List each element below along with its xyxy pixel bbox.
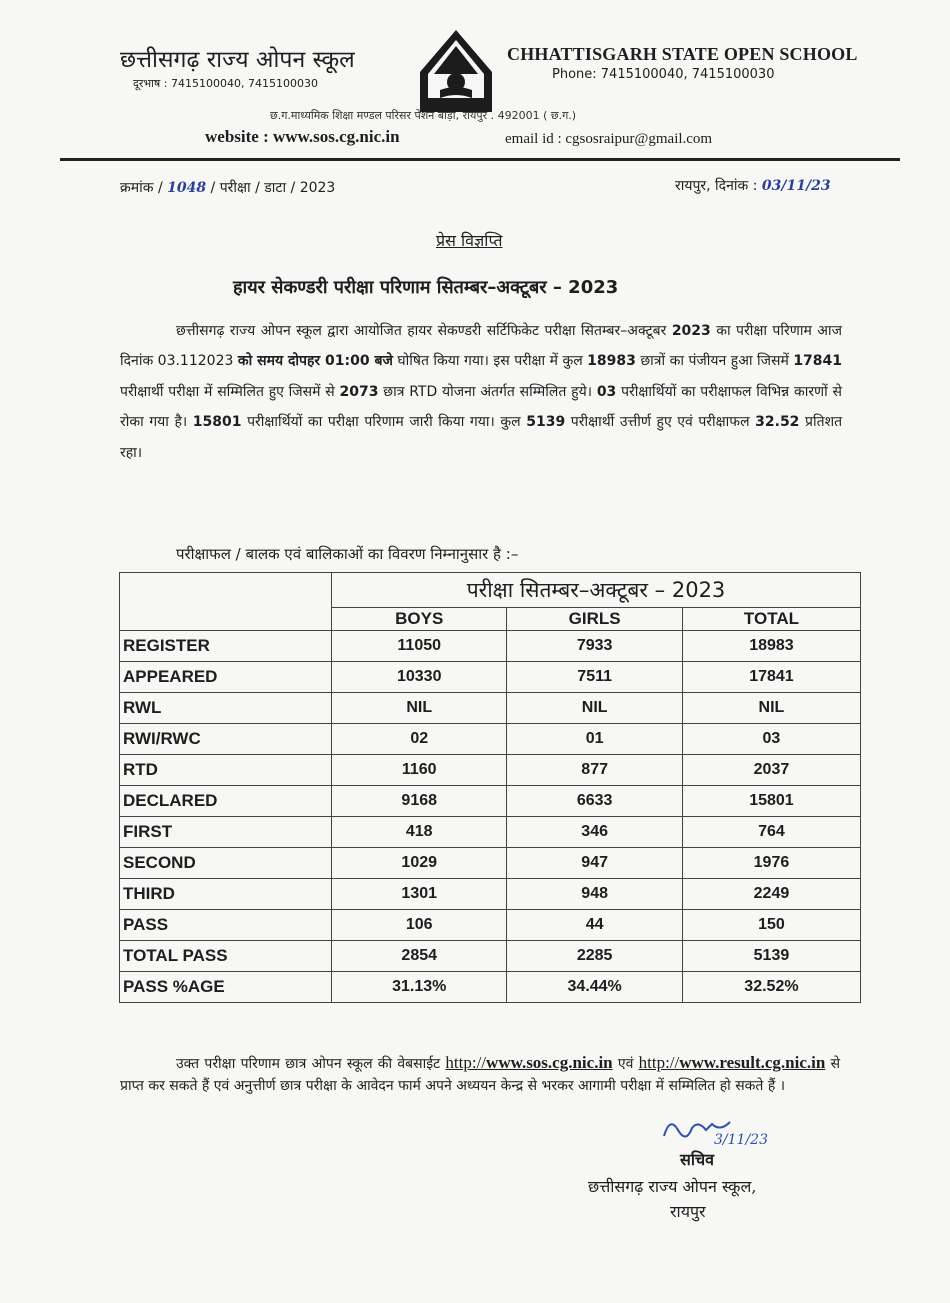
footer-text: उक्त परीक्षा परिणाम छात्र ओपन स्कूल की वेबसाईट [176,1056,441,1072]
handwritten-signature-icon [660,1110,780,1150]
cell-boys: 106 [332,910,507,941]
link-prefix: http:// [638,1053,680,1072]
body-year: 2023 [671,323,711,339]
address: छ.ग.माध्यमिक शिक्षा मण्डल परिसर पेंशन बाड़ा, रायपुर . 492001 ( छ.ग.) [270,109,577,122]
link-prefix: http:// [445,1053,487,1072]
table-row [120,662,861,693]
cell-boys: 9168 [332,786,507,817]
body-appeared-count: 17841 [793,353,843,370]
hindi-school-name: छत्तीसगढ़ राज्य ओपन स्कूल [120,47,355,73]
body-registered-count: 18983 [587,353,636,370]
row-label: DECLARED [120,786,332,817]
website: website : www.sos.cg.nic.in [205,127,400,146]
results-table [119,572,861,1003]
header-divider [60,158,900,161]
body-passed-count: 5139 [526,414,566,431]
cell-total: 03 [682,724,860,755]
cell-boys: 10330 [332,662,507,693]
table-row [120,879,861,910]
website-link-sos[interactable] [445,1053,612,1072]
cell-total: 1976 [682,848,860,879]
signatory-title: सचिव [680,1150,715,1169]
cell-total: NIL [682,693,860,724]
cell-total: 18983 [682,631,860,662]
body-pass-percent: 32.52 [755,414,800,431]
cell-girls: 877 [507,755,682,786]
cell-girls: 6633 [507,786,682,817]
cell-girls: 7933 [507,631,682,662]
row-label: RWI/RWC [120,724,332,755]
table-body [120,631,861,1003]
body-text: परीक्षार्थियों का परीक्षा परिणाम जारी किया गया। कुल [247,414,521,431]
row-label: RTD [120,755,332,786]
row-label: PASS %AGE [120,972,332,1003]
hindi-phone-numbers: दूरभाष : 7415100040, 7415100030 [133,77,318,90]
row-label: RWL [120,693,332,724]
cell-total: 5139 [682,941,860,972]
body-text: छात्रों का पंजीयन हुआ जिसमें [640,353,789,370]
reference-suffix: / परीक्षा / डाटा / 2023 [210,180,336,196]
table-row [120,786,861,817]
body-rtd-count: 2073 [339,383,379,400]
cell-boys: 11050 [332,631,507,662]
english-school-name: CHHATTISGARH STATE OPEN SCHOOL [507,44,858,64]
footer-paragraph [120,1052,840,1097]
date-prefix: रायपुर, दिनांक : [675,178,758,194]
reference-handwritten-number: 1048 [167,180,207,196]
row-label: FIRST [120,817,332,848]
cell-girls: 7511 [507,662,682,693]
body-text: परीक्षार्थी उत्तीर्ण हुए एवं परीक्षाफल [570,414,750,431]
row-label: THIRD [120,879,332,910]
body-text: प्रतिशत रहा। [120,414,843,461]
cell-boys: 1160 [332,755,507,786]
footer-text: एवं [617,1056,634,1072]
cell-total: 2037 [682,755,860,786]
english-phone-numbers: Phone: 7415100040, 7415100030 [552,67,775,82]
cell-boys: 2854 [332,941,507,972]
cell-total: 764 [682,817,860,848]
table-period-header: परीक्षा सितम्बर–अक्टूबर – 2023 [332,573,861,608]
cell-boys: 418 [332,817,507,848]
cell-girls: 01 [507,724,682,755]
cell-girls: 947 [507,848,682,879]
cell-boys: 31.13% [332,972,507,1003]
body-text: परीक्षार्थियों का परीक्षाफल विभिन्न कारणों से रोका गया है। [120,383,843,431]
email: email id : cgsosraipur@gmail.com [505,131,713,147]
signatory-city: रायपुर [670,1202,706,1221]
cell-boys: NIL [332,693,507,724]
table-row [120,724,861,755]
table-header-row [120,573,861,608]
website-link-result[interactable] [639,1053,826,1072]
reference-prefix: क्रमांक / [120,180,163,196]
cell-total: 15801 [682,786,860,817]
body-text: परीक्षार्थी परीक्षा में सम्मिलित हुए जिसमें से [120,383,335,400]
cell-boys: 1029 [332,848,507,879]
body-withheld-count: 03 [596,383,617,400]
footer-text: से प्राप्त कर सकते हैं एवं अनुत्तीर्ण छात्र परीक्षा के आवेदन फार्म अपने अध्ययन केन्द्र से भरकर आगामी परीक्षा में सम्मिलित हो सकते हैं । [120,1056,841,1094]
cell-total: 150 [682,910,860,941]
cell-girls: 346 [507,817,682,848]
row-label: APPEARED [120,662,332,693]
body-text: घोषित किया गया। इस परीक्षा में कुल [397,353,583,370]
table-row [120,693,861,724]
row-label: SECOND [120,848,332,879]
row-label: REGISTER [120,631,332,662]
cell-girls: NIL [507,693,682,724]
signature-date: 3/11/23 [714,1132,768,1148]
cell-total: 32.52% [682,972,860,1003]
column-header-girls: GIRLS [507,608,682,631]
link-domain: www.result.cg.nic.in [679,1053,826,1072]
cell-girls: 34.44% [507,972,682,1003]
headline: हायर सेकण्डरी परीक्षा परिणाम सितम्बर–अक्टूबर – 2023 [233,277,619,298]
cell-boys: 1301 [332,879,507,910]
body-declared-count: 15801 [192,414,242,431]
table-corner-cell [120,573,332,631]
table-row [120,910,861,941]
body-text: छात्र RTD योजना अंतर्गत सम्मिलित हुये। [383,383,593,400]
body-paragraph [120,316,842,468]
press-release-label: प्रेस विज्ञप्ति [436,231,503,250]
reference-number [120,178,335,197]
cell-girls: 948 [507,879,682,910]
table-row [120,972,861,1003]
table-row [120,631,861,662]
row-label: PASS [120,910,332,941]
school-logo-icon [416,28,496,116]
link-domain: www.sos.cg.nic.in [486,1053,613,1072]
body-text: का परीक्षा परिणाम आज दिनांक 03.112023 [120,323,842,370]
cell-total: 2249 [682,879,860,910]
body-text: छत्तीसगढ़ राज्य ओपन स्कूल द्वारा आयोजित हायर सेकण्डरी सर्टिफिकेट परीक्षा सितम्बर–अक्टूबर [176,323,667,339]
signatory-organization: छत्तीसगढ़ राज्य ओपन स्कूल, [588,1177,757,1196]
table-intro: परीक्षाफल / बालक एवं बालिकाओं का विवरण निम्नानुसार है :– [176,545,519,563]
cell-total: 17841 [682,662,860,693]
letter-date [675,176,831,195]
table-row [120,755,861,786]
table-row [120,941,861,972]
column-header-total: TOTAL [682,608,860,631]
cell-girls: 44 [507,910,682,941]
row-label: TOTAL PASS [120,941,332,972]
cell-boys: 02 [332,724,507,755]
column-header-boys: BOYS [332,608,507,631]
body-time: को समय दोपहर 01:00 बजे [237,353,393,370]
date-handwritten: 03/11/23 [761,178,831,194]
table-row [120,848,861,879]
cell-girls: 2285 [507,941,682,972]
table-row [120,817,861,848]
